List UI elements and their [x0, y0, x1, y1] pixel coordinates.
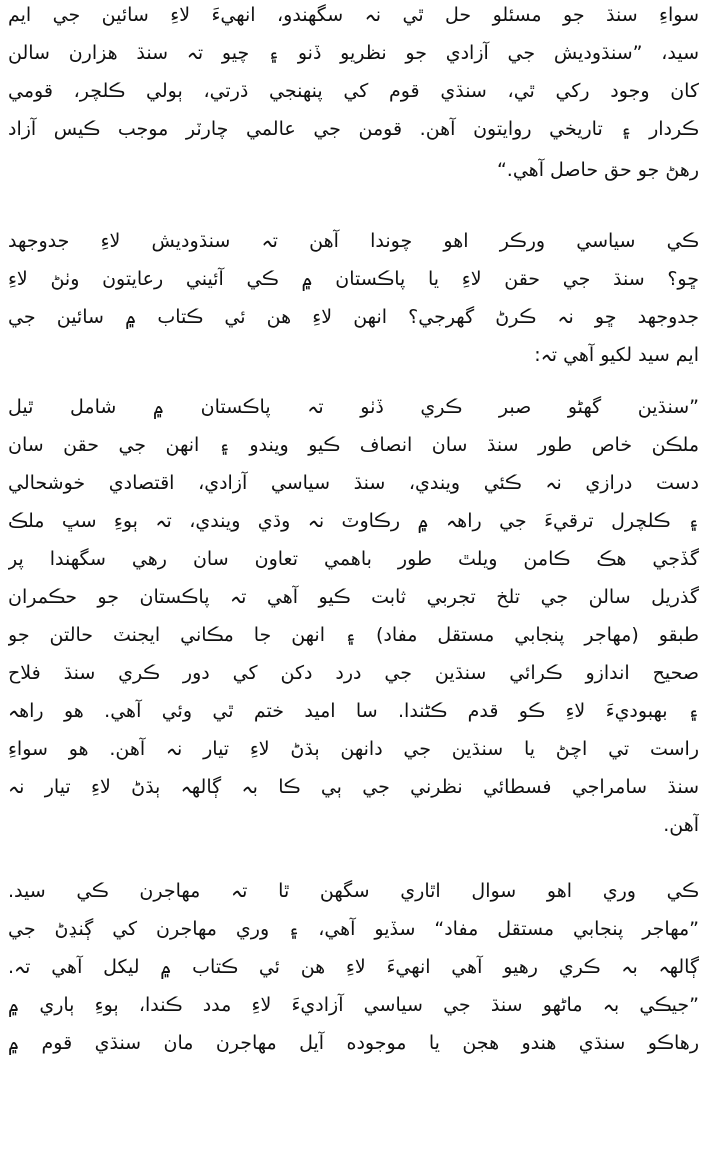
text-line: ڪي وري اهو سوال اٿاري سگهن ٿا تہ مهاجرن ڪي سيد. [8, 880, 699, 902]
text-line: ”سنڌين گهڻو صبر ڪري ڏٺو تہ پاڪستان ۾ شامل ٿيل [8, 396, 699, 418]
text-line: سنڌ سامراجي فسطائي نظرني جي ٻي ڪا بہ ڳالهہ ٻڌڻ لاءِ تيار نہ [8, 776, 699, 798]
text-line: ايم سيد لکيو آهي تہ: [534, 344, 699, 366]
text-line: آهن. [663, 814, 699, 836]
text-line: ۽ بهبوديءَ لاءِ ڪو قدم ڪڻندا. سا اميد ختم ٿي وئي آهي. هو راهہ [8, 700, 699, 722]
text-line: رهڻ جو حق حاصل آهي.“ [496, 159, 699, 181]
text-line: کان وجود رکي ٿي، سنڌي قوم کي پنهنجي ڌرتي، ٻولي ڪلچر، قومي [8, 80, 699, 102]
text-line: ۽ ڪلچرل ترقيءَ جي راهہ ۾ رڪاوٽ نہ وڌي ويندي، تہ ٻوءِ سڀ ملڪ [8, 510, 699, 532]
text-line: گڏجي هڪ ڪامن ويلٿ طور باهمي تعاون سان رهي سگهندا پر [8, 548, 699, 570]
text-line: صحيح اندازو ڪرائي سنڌين جي درد دکن کي دور ڪري سنڌ فلاح [8, 662, 699, 684]
text-line: ڳالهہ بہ ڪري رهيو آهي انهيءَ لاءِ هن ئي ڪتاب ۾ ليکل آهي تہ. [8, 956, 699, 978]
text-line: ”جيڪي بہ ماڻهو سنڌ جي سياسي آزاديءَ لاءِ مدد ڪندا، ٻوءِ ٻاري ۾ [8, 994, 699, 1016]
text-line: ملڪن خاص طور سنڌ سان انصاف ڪيو ويندو ۽ انهن جي حقن سان [8, 434, 699, 456]
text-line: رهاڪو سنڌي هندو هجن يا موجوده آيل مهاجرن مان سنڌي قوم ۾ [8, 1032, 699, 1054]
text-line: ڪي سياسي ورڪر اهو چوندا آهن تہ سنڌوديش لاءِ جدوجهد [8, 230, 699, 252]
text-line: سواءِ سنڌ جو مسئلو حل ٿي نہ سگهندو، انهيءَ لاءِ سائين جي ايم [8, 4, 699, 26]
text-line: راست تي اچڻ يا سنڌين جي دانهن ٻڌڻ لاءِ تيار نہ آهن. هو سواءِ [8, 738, 699, 760]
text-line: ڪردار ۽ تاريخي روايتون آهن. قومن جي عالمي چارٽر موجب ڪيس آزاد [8, 118, 699, 140]
text-line: جدوجهد ڇو نہ ڪرڻ گهرجي؟ انهن لاءِ هن ئي ڪتاب ۾ سائين جي [8, 306, 699, 328]
text-line: دست درازي نہ ڪئي ويندي، سنڌ سياسي آزادي، اقتصادي خوشحالي [8, 472, 699, 494]
text-line: گذريل سالن جي تلخ تجربي ثابت ڪيو آهي تہ پاڪستان جو حڪمران [8, 586, 699, 608]
text-line: طبقو (مهاجر پنجابي مستقل مفاد) ۽ انهن جا مڪاني ايجنٽ حالتن جو [8, 624, 699, 646]
text-line: ”مهاجر پنجابي مستقل مفاد“ سڏيو آهي، ۽ وري مهاجرن کي ڳنڍڻ جي [8, 918, 699, 940]
text-line: ڇو؟ سنڌ جي حقن لاءِ يا پاڪستان ۾ ڪي آئيني رعايتون وٺڻ لاءِ [8, 268, 699, 290]
text-line: سيد، ”سنڌوديش جي آزادي جو نظريو ڏنو ۽ چيو تہ سنڌ هزارن سالن [8, 42, 699, 64]
